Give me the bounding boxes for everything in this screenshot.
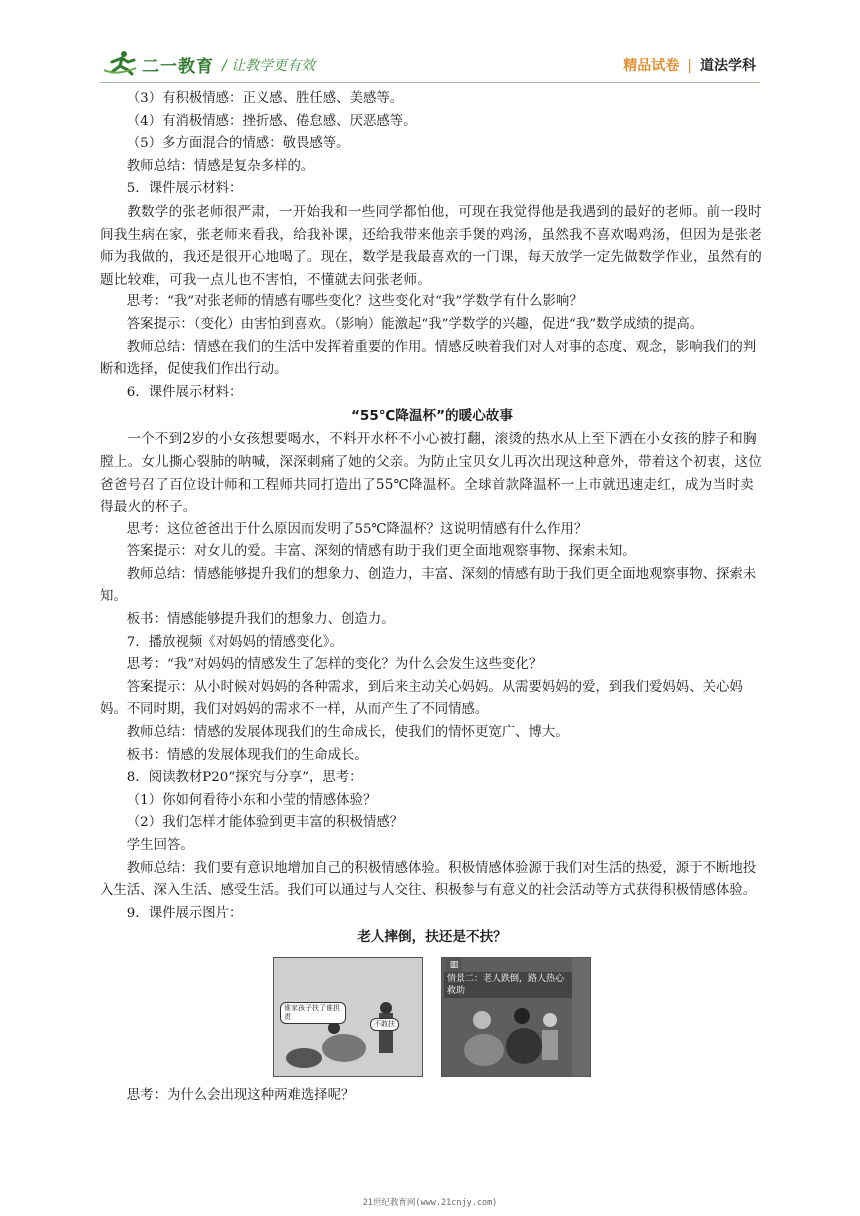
scene-caption: 情景二：老人跌倒，路人热心救助 bbox=[444, 972, 572, 998]
illustration-scene-2 bbox=[441, 957, 591, 1077]
image-title: 老人摔倒，扶还是不扶？ bbox=[357, 929, 507, 946]
logo-runner-icon bbox=[102, 50, 140, 80]
text-line: 9．课件展示图片： bbox=[126, 905, 243, 921]
speech-bubble: 谁家孩子扶了谁担责 bbox=[280, 1002, 346, 1024]
text-line: 7．播放视频《对妈妈的情感变化》。 bbox=[126, 634, 343, 650]
story-paragraph: 教数学的张老师很严肃，一开始我和一些同学都怕他，可现在我觉得他是我遇到的最好的老师。前一段时间我生病在家，张老师来看我，给我补课，还给我带来他亲手煲的鸡汤，虽然我不喜欢喝鸡汤，但因为是张老师为我做的，我还是很开心地喝了。现在，数学是我最喜欢的一门课，每天放学一定先做数学作业，虽然有的题比较难，可我一点儿也不害怕，不懂就去问张老师。 bbox=[100, 203, 763, 288]
header-separator: | bbox=[687, 58, 692, 74]
header-right bbox=[623, 55, 756, 75]
header-tag: 精品试卷 bbox=[623, 58, 680, 74]
text-line: （5）多方面混合的情感：敬畏感等。 bbox=[126, 136, 350, 152]
illustration-scene-1 bbox=[273, 957, 423, 1077]
text-line: 板书：情感能够提升我们的想象力、创造力。 bbox=[126, 612, 395, 628]
header-divider bbox=[100, 82, 760, 83]
text-line: 思考：“我”对张老师的情感有哪些变化？这些变化对“我”学数学有什么影响？ bbox=[126, 294, 583, 310]
text-line: 板书：情感的发展体现我们的生命成长。 bbox=[126, 747, 368, 763]
text-line: （3）有积极情感：正义感、胜任感、美感等。 bbox=[126, 91, 404, 106]
text-line: 8．阅读教材P20“探究与分享”，思考： bbox=[126, 770, 363, 786]
page-footer: 21世纪教育网(www.21cnjy.com) bbox=[362, 1198, 498, 1208]
text-line: 教师总结：情感是复杂多样的。 bbox=[126, 158, 315, 174]
text-line: 5．课件展示材料： bbox=[126, 181, 243, 197]
text-line: 教师总结：我们要有意识地增加自己的积极情感体验。积极情感体验源于我们对生活的热爱，源于不断地投入生活、深入生活、感受生活。我们可以通过与人交往、积极参与有意义的社会活动等方式获得积极情感体验。 bbox=[100, 860, 757, 899]
text-line: 教师总结：情感的发展体现我们的生命成长，使我们的情怀更宽广、博大。 bbox=[126, 725, 569, 741]
factory-icon: ▥ bbox=[446, 958, 462, 972]
text-line: 教师总结：情感在我们的生活中发挥着重要的作用。情感反映着我们对人对事的态度、观念，影响我们的判断和选择，促使我们作出行动。 bbox=[100, 339, 757, 378]
page-header bbox=[100, 44, 760, 84]
story-paragraph: 一个不到2岁的小女孩想要喝水，不料开水杯不小心被打翻，滚烫的热水从上至下洒在小女孩的脖子和胸膛上。女儿撕心裂肺的呐喊，深深刺痛了她的父亲。为防止宝贝女儿再次出现这种意外，带着这个初衷，这位爸爸号召了百位设计师和工程师共同打造出了55℃降温杯。全球首款降温杯一上市就迅速走红，成为当时卖得最火的杯子。 bbox=[100, 431, 763, 516]
text-line: 思考：为什么会出现这种两难选择呢？ bbox=[126, 1088, 355, 1104]
text-line: 思考：这位爸爸出于什么原因而发明了55℃降温杯？这说明情感有什么作用？ bbox=[126, 521, 588, 537]
text-line: （4）有消极情感：挫折感、倦怠感、厌恶感等。 bbox=[126, 113, 417, 129]
text-line: 答案提示：从小时候对妈妈的各种需求，到后来主动关心妈妈。从需要妈妈的爱，到我们爱妈妈、关心妈妈。不同时期，我们对妈妈的需求不一样，从而产生了不同情感。 bbox=[100, 679, 743, 718]
text-line: （1）你如何看待小东和小莹的情感体验？ bbox=[126, 792, 377, 808]
document-body bbox=[100, 88, 764, 1108]
text-line: 6．课件展示材料： bbox=[126, 384, 243, 400]
text-line: （2）我们怎样才能体验到更丰富的积极情感？ bbox=[126, 815, 404, 831]
story-title: “55℃降温杯”的暖心故事 bbox=[351, 408, 513, 425]
text-line: 教师总结：情感能够提升我们的想象力、创造力，丰富、深刻的情感有助于我们更全面地观察事物、探索未知。 bbox=[100, 566, 757, 605]
text-line: 学生回答。 bbox=[126, 838, 194, 853]
illustration-row bbox=[100, 957, 764, 1077]
speech-bubble: 不敢扶 bbox=[370, 1018, 399, 1031]
header-subject: 道法学科 bbox=[700, 58, 756, 74]
text-line: 答案提示：（变化）由害怕到喜欢。（影响）能激起“我”学数学的兴趣，促进“我”数学成绩的提高。 bbox=[126, 316, 704, 332]
logo-text: 二一教育 bbox=[142, 57, 214, 77]
slogan: / 让教学更有效 bbox=[222, 58, 316, 74]
text-line: 思考：“我”对妈妈的情感发生了怎样的变化？为什么会发生这些变化？ bbox=[126, 657, 543, 673]
text-line: 答案提示：对女儿的爱。丰富、深刻的情感有助于我们更全面地观察事物、探索未知。 bbox=[126, 544, 636, 560]
